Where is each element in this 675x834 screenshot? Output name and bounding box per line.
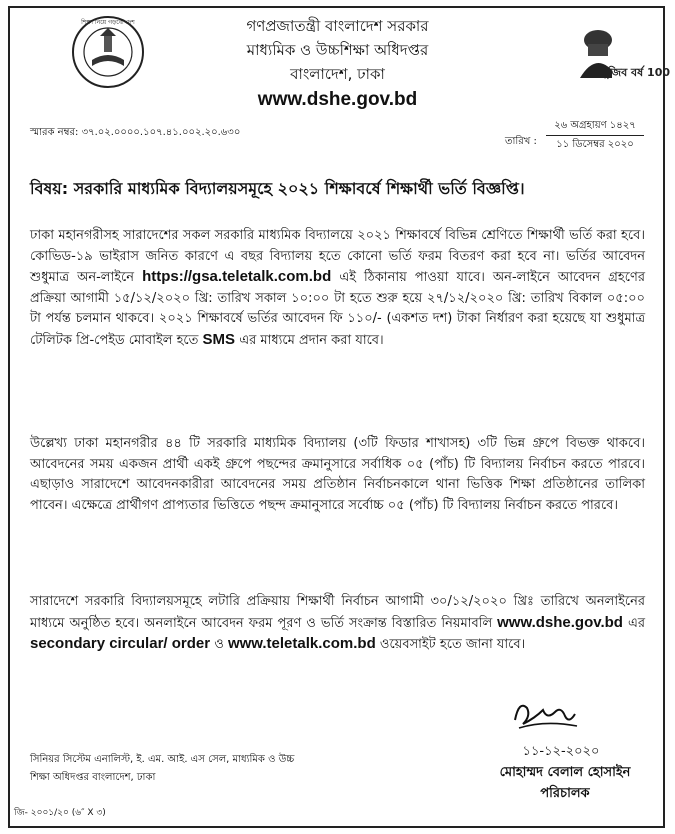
sms-text: SMS xyxy=(202,330,236,348)
mujib-logo-text: মুজিব বর্ষ 100 xyxy=(601,66,671,79)
p1-text-a: ঢাকা মহানগরীসহ সারাদেশের সকল সরকারি মাধ্যমিক বিদ্যালয়ে ২০২১ শিক্ষাবর্ষে বিভিন্ন শ্রেণিতে শিক্ষার্থী ভর্তি করা হবে। কোভিড-১৯ ভাইরাস জনিত কারণে এ বছর বিদ্যালয় হতে কোনো ভর্তি ফরম বিতরণ করা হবে না। ভর্তির আবেদন শুধুমাত্র অন-লাইনে xyxy=(30,228,645,286)
dshe-link[interactable]: www.dshe.gov.bd xyxy=(497,613,623,631)
secondary-circular-link[interactable]: secondary circular/ order xyxy=(30,635,211,653)
teletalk-link[interactable]: www.teletalk.com.bd xyxy=(227,635,376,653)
footer-code: জি- ২০০১/২০ (৬″ X ৩) xyxy=(14,808,106,818)
directorate-name: মাধ্যমিক ও উচ্চশিক্ষা অধিদপ্তর xyxy=(246,41,429,59)
p3-text-d: ওয়েবসাইট হতে জানা যাবে। xyxy=(375,637,526,653)
contact-line-1: সিনিয়র সিস্টেম এনালিস্ট, ই. এম. আই. এস সেল, মাধ্যমিক ও উচ্চ xyxy=(30,754,295,765)
date-bangla: ২৬ অগ্রহায়ণ ১৪২৭ xyxy=(554,120,636,131)
date-english: ১১ ডিসেম্বর ২০২০ xyxy=(556,139,634,150)
memo-value: ৩৭.০২.০০০০.১০৭.৪১.০০২.২০.৬৩০ xyxy=(81,127,241,138)
paragraph-lottery-info xyxy=(30,592,645,656)
location: বাংলাদেশ, ঢাকা xyxy=(290,65,385,83)
date-label: তারিখ : xyxy=(505,136,537,147)
paragraph-admission-process xyxy=(30,226,645,352)
contact-line-2: শিক্ষা অধিদপ্তর বাংলাদেশ, ঢাকা xyxy=(30,772,156,783)
p1-text-c: এর মাধ্যমে প্রদান করা যাবে। xyxy=(235,332,384,348)
p3-text-c: ও xyxy=(210,637,228,653)
govt-name: গণপ্রজাতন্ত্রী বাংলাদেশ সরকার xyxy=(246,17,429,35)
memo-number xyxy=(30,125,240,142)
date-block xyxy=(546,118,644,153)
handwritten-signature xyxy=(505,690,585,736)
p1-text-b: এই ঠিকানায় পাওয়া যাবে। অন-লাইনে আবেদন গ্রহণের প্রক্রিয়া আগামী ১৫/১২/২০২০ খ্রি: তারিখ সকাল ১০:০০ টা হতে শুরু হয়ে ২৭/১২/২০২০ খ্রি: তারিখ বিকাল ০৫:০০ টা পর্যন্ত চলমান থাকবে। ২০২১ শিক্ষাবর্ষে ভর্তির আবেদন ফি ১১০/- (একশত দশ) টাকা নির্ধারণ করা হয়েছে যা শুধুমাত্র টেলিটক প্রি-পেইড মোবাইল হতে xyxy=(30,270,645,348)
signatory-name: মোহাম্মদ বেলাল হোসাইন xyxy=(499,765,631,780)
signature-date: ১১-১২-২০২০ xyxy=(522,744,600,759)
signatory-title: পরিচালক xyxy=(540,786,590,801)
date-divider xyxy=(546,135,644,136)
teletalk-gsa-link[interactable]: https://gsa.teletalk.com.bd xyxy=(142,268,332,286)
p3-text-a: সারাদেশে সরকারি বিদ্যালয়সমূহে লটারি প্রক্রিয়ায় শিক্ষার্থী নির্বাচন আগামী ৩০/১২/২০২০ খ্রিঃ তারিখে অনলাইনের মাধ্যমে অনুষ্ঠিত হবে। অনলাইনে আবেদন ফরম পূরণ ও ভর্তি সংক্রান্ত বিস্তারিত নিয়মাবলি xyxy=(30,594,645,631)
website-link[interactable]: www.dshe.gov.bd xyxy=(257,89,418,110)
memo-label: স্মারক নম্বর: xyxy=(30,127,79,138)
subject-line: বিষয়: সরকারি মাধ্যমিক বিদ্যালয়সমূহে ২০২১ শিক্ষাবর্ষে শিক্ষার্থী ভর্তি বিজ্ঞপ্তি। xyxy=(30,179,525,198)
emblem-caption: শিক্ষা নিয়ে গড়বো দেশ xyxy=(81,19,135,26)
paragraph-school-groups: উল্লেখ্য ঢাকা মহানগরীর ৪৪ টি সরকারি মাধ্যমিক বিদ্যালয় (৩টি ফিডার শাখাসহ) ৩টি ভিন্ন গ্রুপে বিভক্ত থাকবে। আবেদনের সময় একজন প্রার্থী একই গ্রুপে পছন্দের ক্রমানুসারে সর্বাধিক ০৫ (পাঁচ) টি বিদ্যালয় নির্বাচন করতে পারবে। এছাড়াও সারাদেশে আবেদনকারীরা আবেদনের সময় প্রতিষ্ঠান নির্বাচনকালে থানা ভিত্তিক শিক্ষা প্রতিষ্ঠানের তালিকা পাবেন। এক্ষেত্রে প্রার্থীগণ প্রাপ্যতার ভিত্তিতে পছন্দ ক্রমানুসারে সর্বোচ্চ ০৫ (পাঁচ) টি বিদ্যালয় নির্বাচন করতে পারবে। xyxy=(30,436,645,513)
p3-text-b: এর xyxy=(622,615,645,631)
